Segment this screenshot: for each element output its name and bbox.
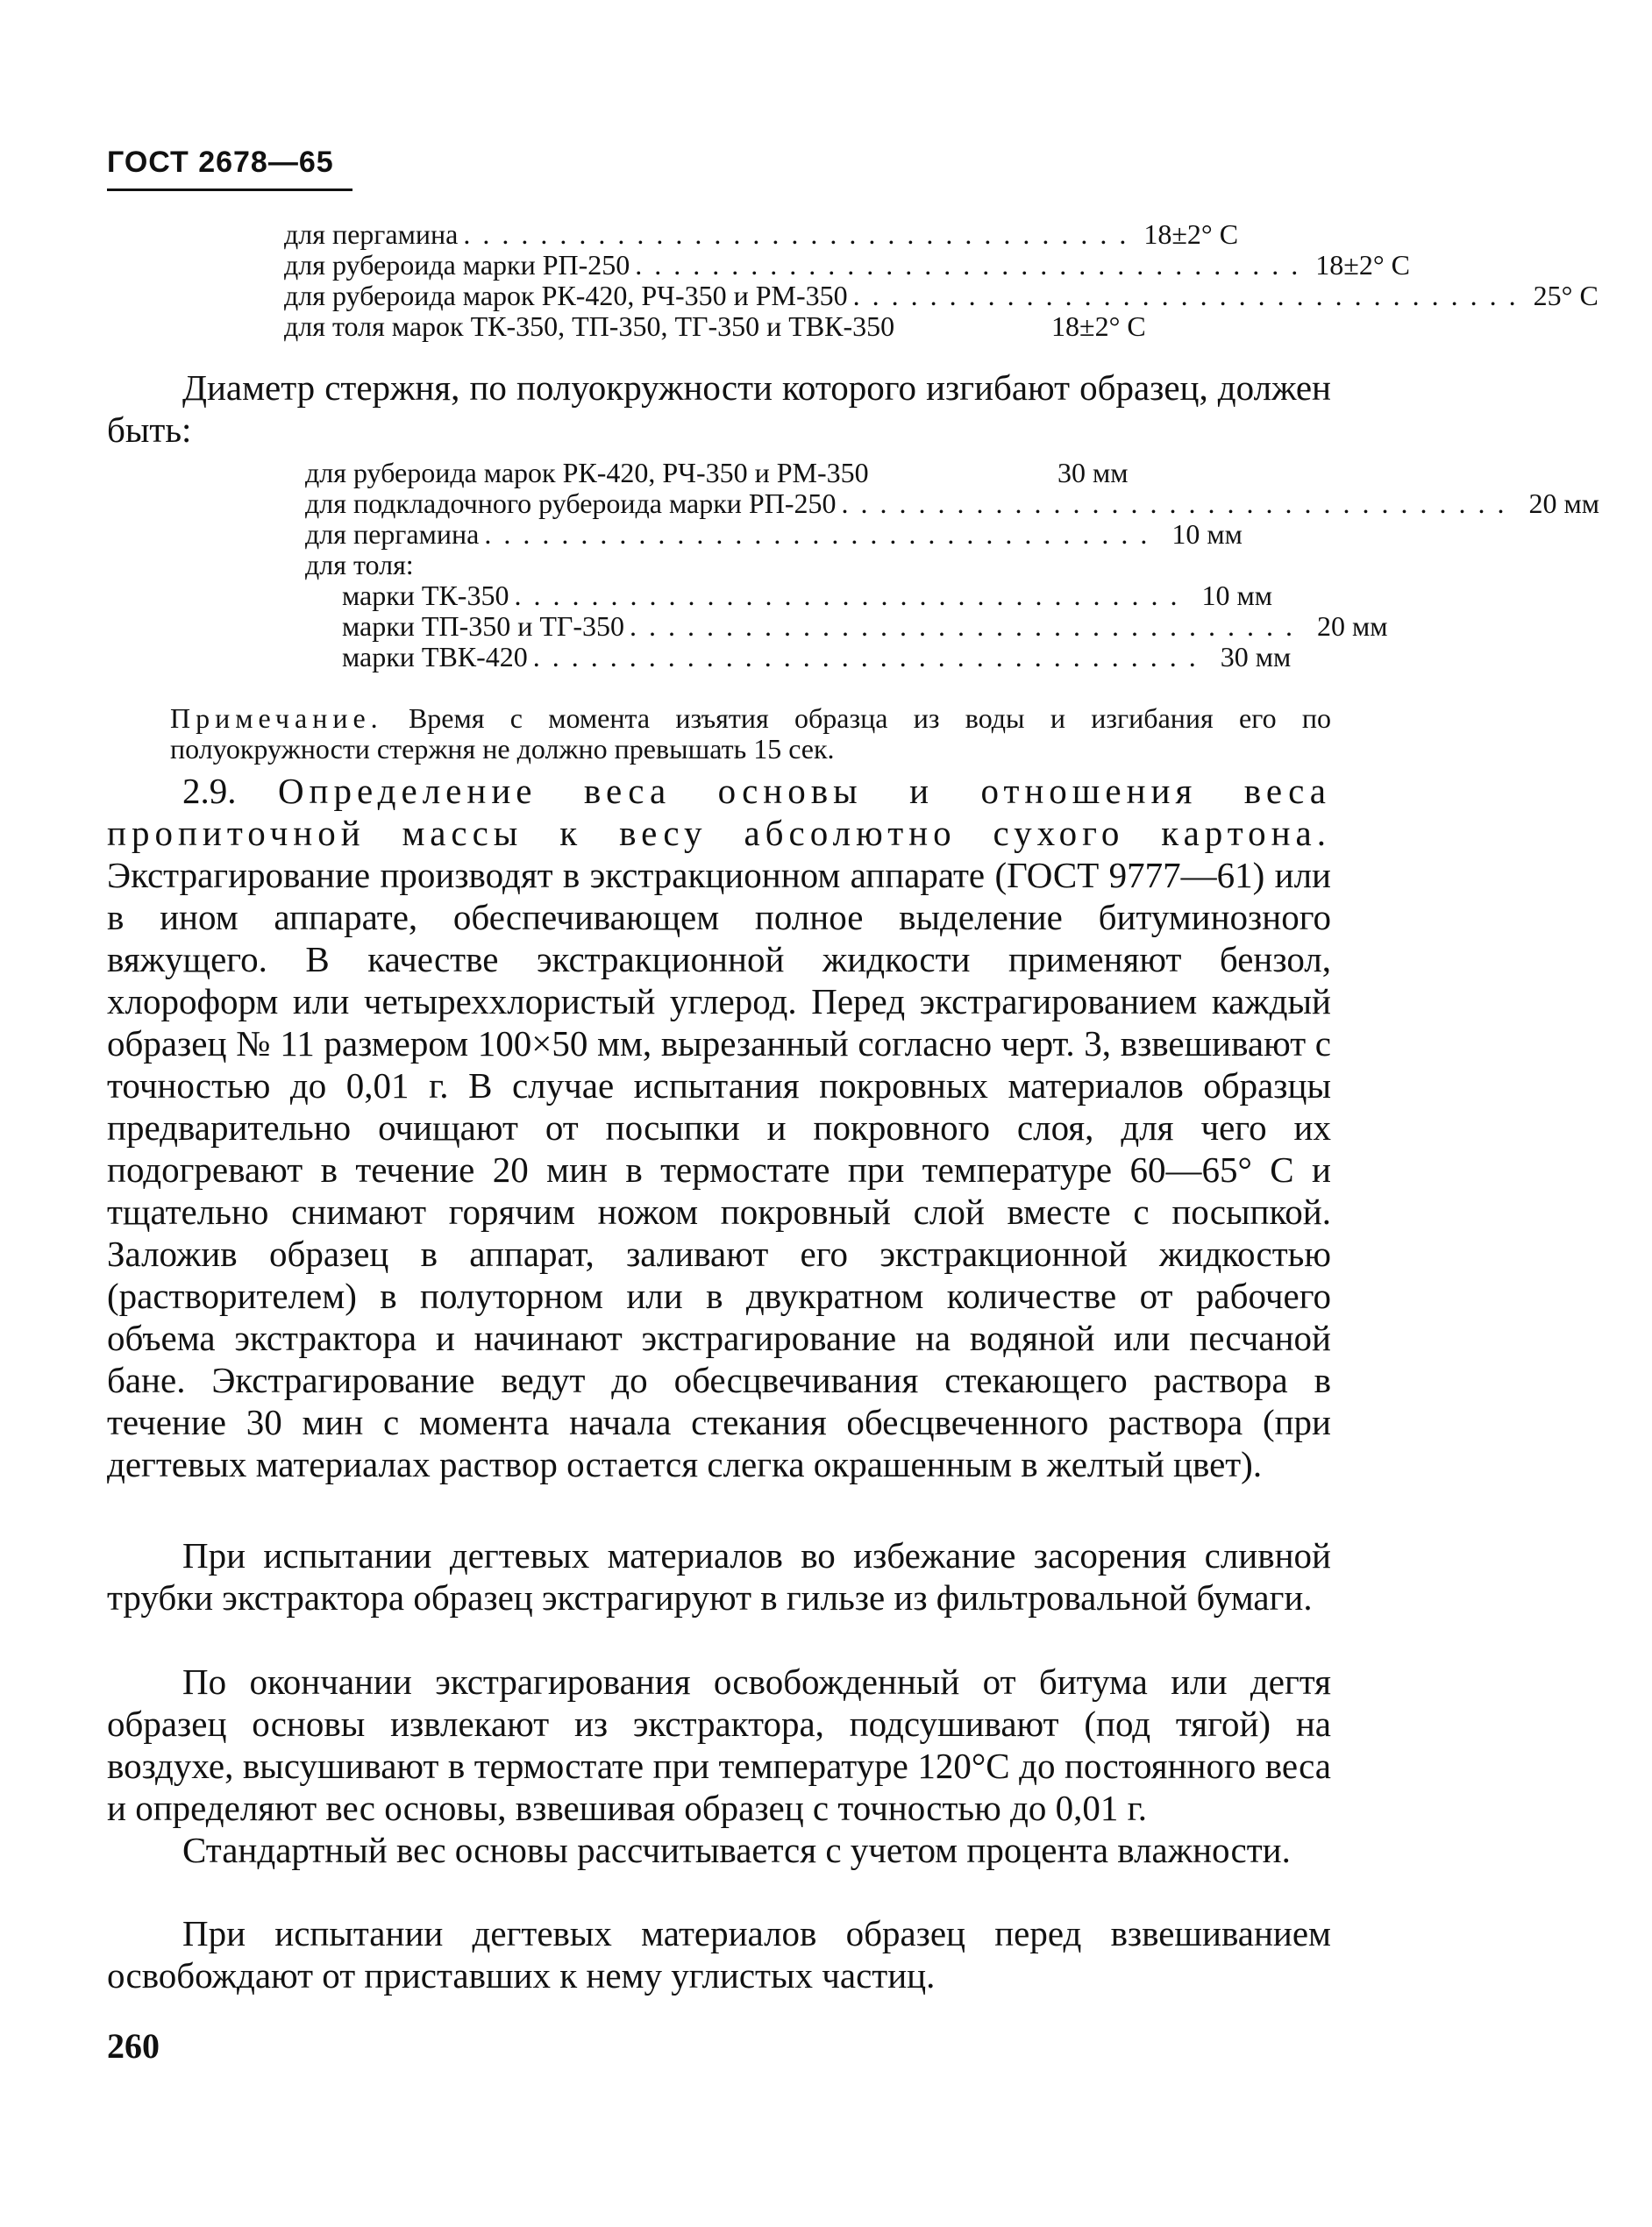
table-row [305,550,1142,580]
table-row [305,458,1142,488]
body-paragraph: Стандартный вес основы рассчитывается с учетом процента влажности. [182,1830,1291,1870]
table-row [305,641,1292,672]
header-rule [107,189,352,191]
note-paragraph [170,703,1331,765]
leader-dots: ................................... [852,280,1528,311]
row-label: марки ТВК-420 [342,641,528,672]
row-label: для толя: [305,549,414,580]
table-row [284,249,1410,281]
temperature-table [284,218,1599,342]
leader-dots [414,550,1050,580]
row-label: для пергамина [305,518,480,550]
row-value: 25° С [1533,280,1599,311]
leader-dots: ................................... [463,218,1139,250]
row-label: для рубероида марок РК-420, РЧ-350 и РМ-350 [284,280,848,311]
leader-dots: ................................... [532,641,1208,672]
note-text: Время с момента изъятия образца из воды и изгибания его по полуокружности стержня не должно превышать 15 сек. [170,702,1332,765]
table-row [305,580,1272,611]
body-paragraph: По окончании экстрагирования освобожденный от битума или дегтя образец основы извлекают из экстрактора, подсушивают (под тягой) на воздухе, высушивают в термостате при температуре 120°С до постоянного веса и определяют вес основы, взвешивая образец с точностью до 0,01 г. [107,1661,1331,1828]
row-value: 18±2° С [1051,310,1146,342]
body-paragraph: При испытании дегтевых материалов образец перед взвешиванием освобождают от приставших к нему углистых частиц. [107,1913,1331,1996]
row-value: 30 мм [1220,641,1292,672]
row-label: для подкладочного рубероида марки РП-250 [305,487,837,519]
header-title: ГОСТ 2678—65 [107,146,334,179]
leader-dots [894,311,1051,342]
running-header [107,146,352,191]
row-label: для пергамина [284,218,459,250]
leader-dots [869,458,1050,488]
row-label: для рубероида марок РК-420, РЧ-350 и РМ-350 [305,457,869,488]
section-paragraph [107,770,1331,1485]
table-row [284,280,1599,311]
row-value [1050,550,1142,580]
leader-dots: ................................... [635,249,1311,281]
row-value: 10 мм [1201,580,1272,611]
body-paragraph: При испытании дегтевых материалов во избежание засорения сливной трубки экстрактора образец экстрагируют в гильзе из фильтровальной бумаги. [107,1535,1331,1618]
section-number: 2.9. [182,771,237,811]
table-row [305,518,1243,550]
row-value: 30 мм [1057,457,1129,488]
page-number: 260 [107,2026,160,2066]
row-value: 18±2° С [1143,218,1239,250]
leader-dots: ................................... [514,580,1190,611]
table-row [305,610,1388,642]
row-value: 10 мм [1171,518,1243,550]
note-label: Примечание. [170,702,383,734]
diameter-table [305,457,1599,672]
row-label: марки ТК-350 [342,580,509,611]
row-value: 20 мм [1528,487,1599,519]
row-label: для рубероида марки РП-250 [284,249,630,281]
row-value: 20 мм [1317,610,1388,642]
section-title: Определение веса основы и отношения веса пропиточной массы к весу абсолютно сухого картона. [107,771,1331,853]
leader-dots: ................................... [484,518,1160,550]
table-row [305,487,1599,519]
row-label: марки ТП-350 и ТГ-350 [342,610,625,642]
diameter-paragraph: Диаметр стержня, по полуокружности которого изгибают образец, должен быть: [107,367,1331,450]
table-row [284,311,1170,342]
leader-dots: ................................... [841,487,1517,519]
row-label: для толя марок ТК-350, ТП-350, ТГ-350 и ТВК-350 [284,310,895,342]
row-value: 18±2° С [1315,249,1410,281]
section-text: Экстрагирование производят в экстракционном аппарате (ГОСТ 9777—61) или в ином аппарате, обеспечивающем полное выделение битуминозного вяжущего. В качестве экстракционной жидкости применяют бензол, хлороформ или четыреххлористый углерод. Перед экстрагированием каждый образец № 11 размером 100×50 мм, вырезанный согласно черт. 3, взвешивают с точностью до 0,01 г. В случае испытания покровных материалов образцы предварительно очищают от посыпки и покровного слоя, для чего их подогревают в течение 20 мин в термостате при температуре 60—65° С и тщательно снимают горячим ножом покровный слой вместе с посыпкой. Заложив образец в аппарат, заливают его экстракционной жидкостью (растворителем) в полуторном или в двукратном количестве от рабочего объема экстрактора и начинают экстрагирование на водяной или песчаной бане. Экстрагирование ведут до обесцвечивания стекающего раствора в течение 30 мин с момента начала стекания обесцвеченного раствора (при дегтевых материалах раствор остается слегка окрашенным в желтый цвет). [107,855,1331,1484]
leader-dots: ................................... [630,610,1306,642]
table-row [284,218,1239,250]
